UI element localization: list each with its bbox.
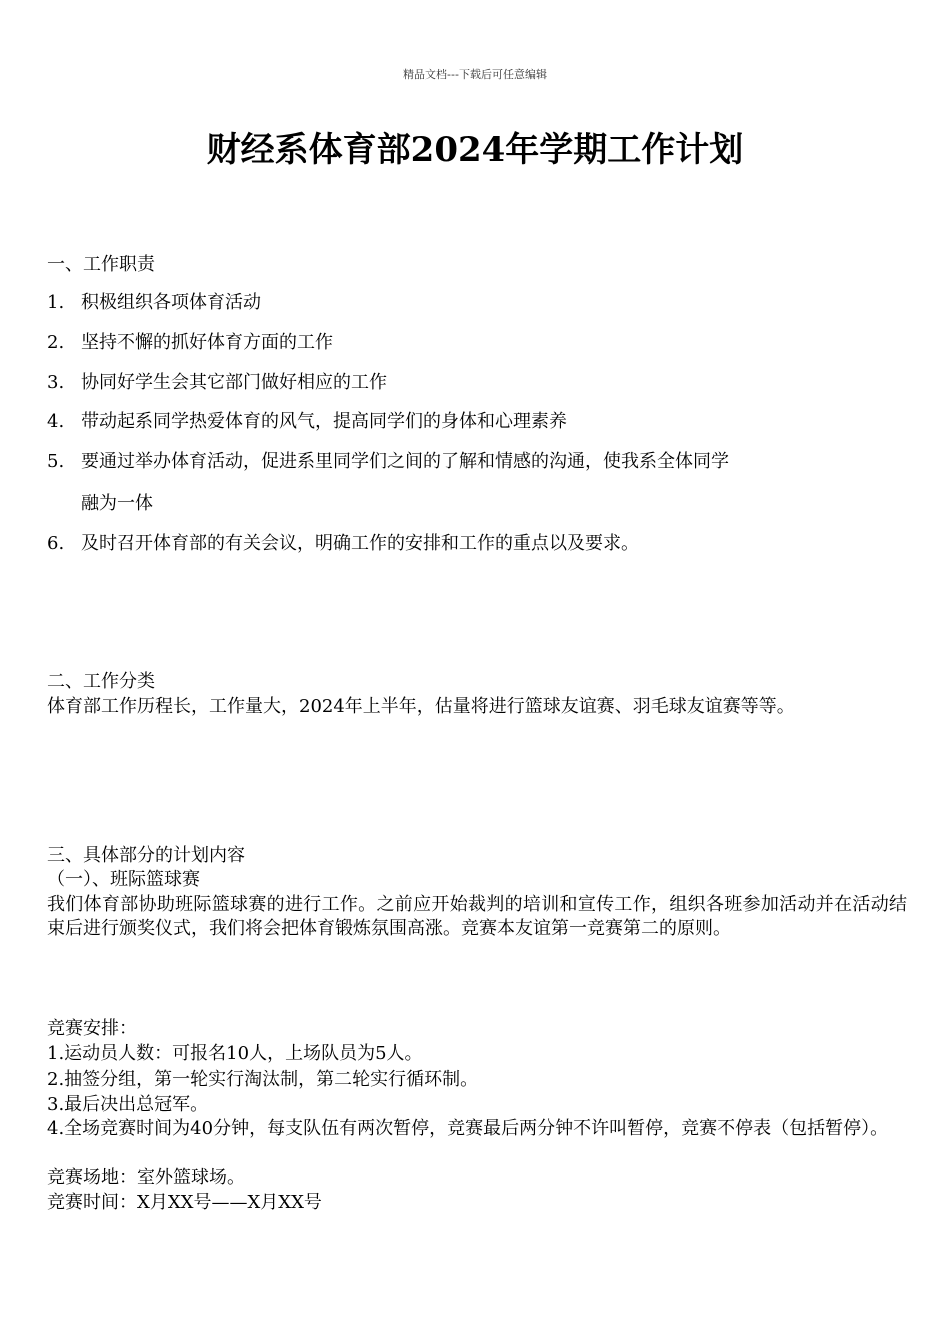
item-text: 及时召开体育部的有关会议，明确工作的安排和工作的重点以及要求。 [81, 533, 639, 554]
arrangement-label: 竞赛安排： [47, 1018, 137, 1039]
item-text: 带动起系同学热爱体育的风气，提高同学们的身体和心理素养 [81, 411, 567, 432]
item-text: 积极组织各项体育活动 [81, 292, 261, 313]
section2-body: 体育部工作历程长，工作量大，2024年上半年，估量将进行篮球友谊赛、羽毛球友谊赛等等。 [47, 696, 795, 717]
list-item [47, 292, 261, 314]
header-note: 精品文档---下载后可任意编辑 [403, 68, 547, 81]
section3-heading: 三、具体部分的计划内容 [47, 845, 245, 866]
item-number: 6. [47, 533, 65, 554]
arrangement-item: 2.抽签分组，第一轮实行淘汰制，第二轮实行循环制。 [47, 1069, 479, 1090]
list-item [47, 411, 567, 433]
arrangement-item: 3.最后决出总冠军。 [47, 1094, 209, 1115]
item-number: 4. [47, 411, 65, 432]
list-item [47, 332, 333, 354]
item-number: 3. [47, 372, 65, 393]
time-line: 竞赛时间：X月XX号——X月XX号 [47, 1192, 322, 1213]
item-number: 5. [47, 451, 65, 472]
section3-body: 我们体育部协助班际篮球赛的进行工作。之前应开始裁判的培训和宣传工作，组织各班参加活动并在活动结束后进行颁奖仪式，我们将会把体育锻炼氛围高涨。竞赛本友谊第一竞赛第二的原则。 [47, 894, 907, 939]
item-text: 坚持不懈的抓好体育方面的工作 [81, 332, 333, 353]
venue-line: 竞赛场地：室外篮球场。 [47, 1167, 245, 1188]
document-title: 财经系体育部2024年学期工作计划 [206, 130, 744, 170]
section2-heading: 二、工作分类 [47, 671, 155, 692]
section3-subheading: （一）、班际篮球赛 [47, 869, 200, 890]
list-item [47, 451, 729, 473]
item-number: 2. [47, 332, 65, 353]
item-text: 要通过举办体育活动，促进系里同学们之间的了解和情感的沟通，使我系全体同学 [81, 451, 729, 472]
list-item [47, 533, 639, 555]
section1-heading: 一、工作职责 [47, 254, 155, 275]
arrangement-item: 1.运动员人数：可报名10人，上场队员为5人。 [47, 1043, 423, 1064]
item-continuation: 融为一体 [81, 493, 153, 514]
item-number: 1. [47, 292, 65, 313]
item-text: 协同好学生会其它部门做好相应的工作 [81, 372, 387, 393]
arrangement-item: 4.全场竞赛时间为40分钟，每支队伍有两次暂停，竞赛最后两分钟不许叫暂停，竞赛不停表（包括暂停）。 [47, 1118, 889, 1139]
list-item [47, 372, 387, 394]
